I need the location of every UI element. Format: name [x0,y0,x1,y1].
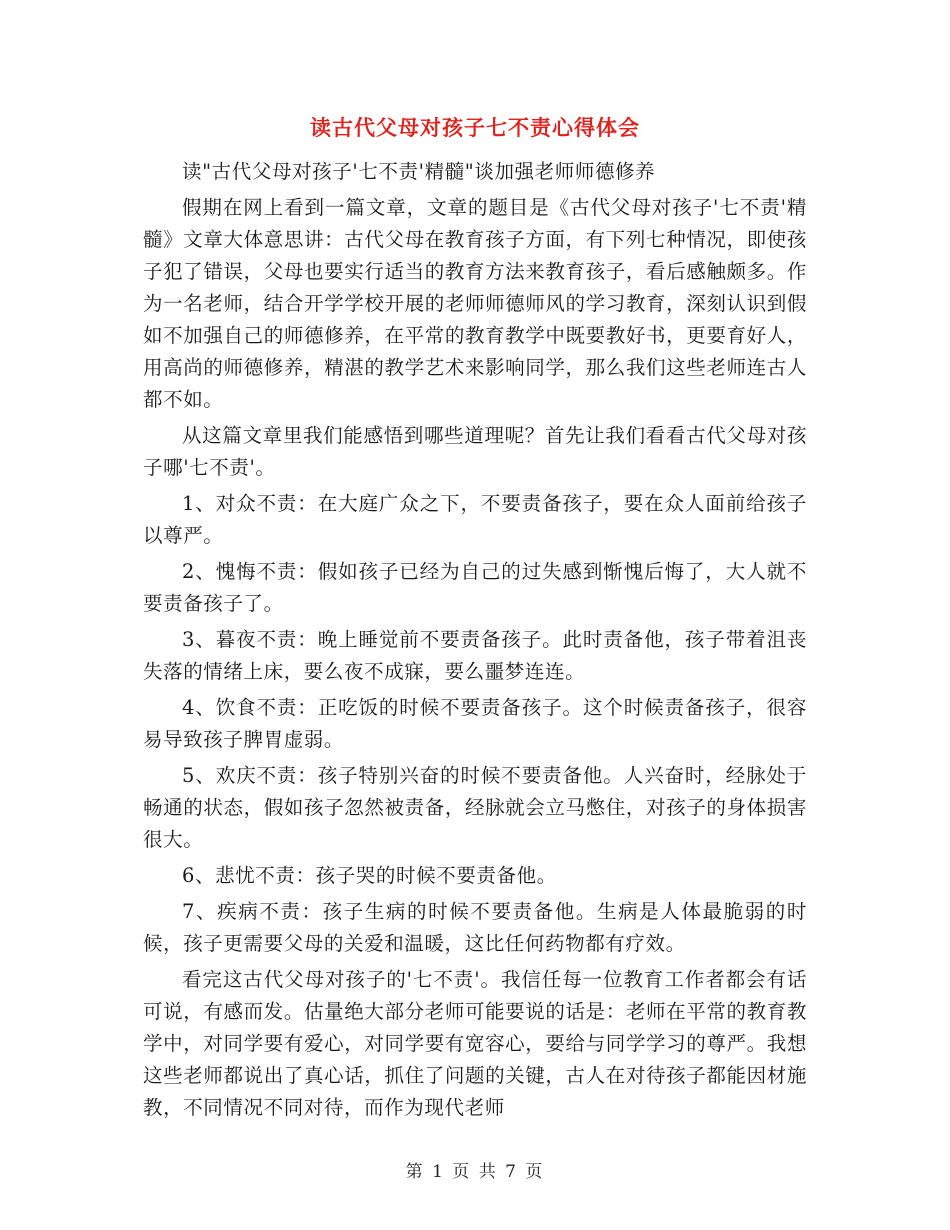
paragraph-item-2: 2、愧悔不责：假如孩子已经为自己的过失感到惭愧后悔了，大人就不要责备孩子了。 [143,560,807,615]
paragraph-intro: 假期在网上看到一篇文章，文章的题目是《古代父母对孩子'七不责'精髓》文章大体意思讲：古代父母在教育孩子方面，有下列七种情况，即使孩子犯了错误，父母也要实行适当的教育方法来教育孩子，看后感触颇多。作为一名老师，结合开学学校开展的老师师德师风的学习教育，深刻认识到假如不加强自己的师德修养，在平常的教育教学中既要教好书，更要育好人，用高尚的师德修养，精湛的教学艺术来影响同学，那么我们这些老师连古人都不如。 [143,196,807,411]
paragraph-item-6: 6、悲忧不责：孩子哭的时候不要责备他。 [182,864,557,887]
document-title: 读古代父母对孩子七不责心得体会 [310,115,640,140]
page-number: 第 1 页 共 7 页 [405,1162,545,1182]
paragraph-item-5: 5、欢庆不责：孩子特别兴奋的时候不要责备他。人兴奋时，经脉处于畅通的状态，假如孩子忽然被责备，经脉就会立马憋住，对孩子的身体损害很大。 [143,764,807,851]
paragraph-reflection: 看完这古代父母对孩子的'七不责'。我信任每一位教育工作者都会有话可说，有感而发。估量绝大部分老师可能要说的话是：老师在平常的教育教学中，对同学要有爱心，对同学要有宽容心，要给与同学学习的尊严。我想这些老师都说出了真心话，抓住了问题的关键，古人在对待孩子都能因材施教，不同情况不同对待，而作为现代老师 [143,968,807,1119]
paragraph-item-1: 1、对众不责：在大庭广众之下，不要责备孩子，要在众人面前给孩子以尊严。 [143,492,807,547]
paragraph-question: 从这篇文章里我们能感悟到哪些道理呢？首先让我们看看古代父母对孩子哪'七不责'。 [143,424,807,479]
paragraph-item-3: 3、暮夜不责：晚上睡觉前不要责备孩子。此时责备他，孩子带着沮丧失落的情绪上床，要么夜不成寐，要么噩梦连连。 [143,628,807,683]
paragraph-item-4: 4、饮食不责：正吃饭的时候不要责备孩子。这个时候责备孩子，很容易导致孩子脾胃虚弱。 [143,696,807,751]
paragraph-subtitle: 读"古代父母对孩子'七不责'精髓"谈加强老师师德修养 [182,160,656,183]
document-body [143,156,807,1128]
paragraph-item-7: 7、疾病不责：孩子生病的时候不要责备他。生病是人体最脆弱的时候，孩子更需要父母的关爱和温暖，这比任何药物都有疗效。 [143,900,807,955]
